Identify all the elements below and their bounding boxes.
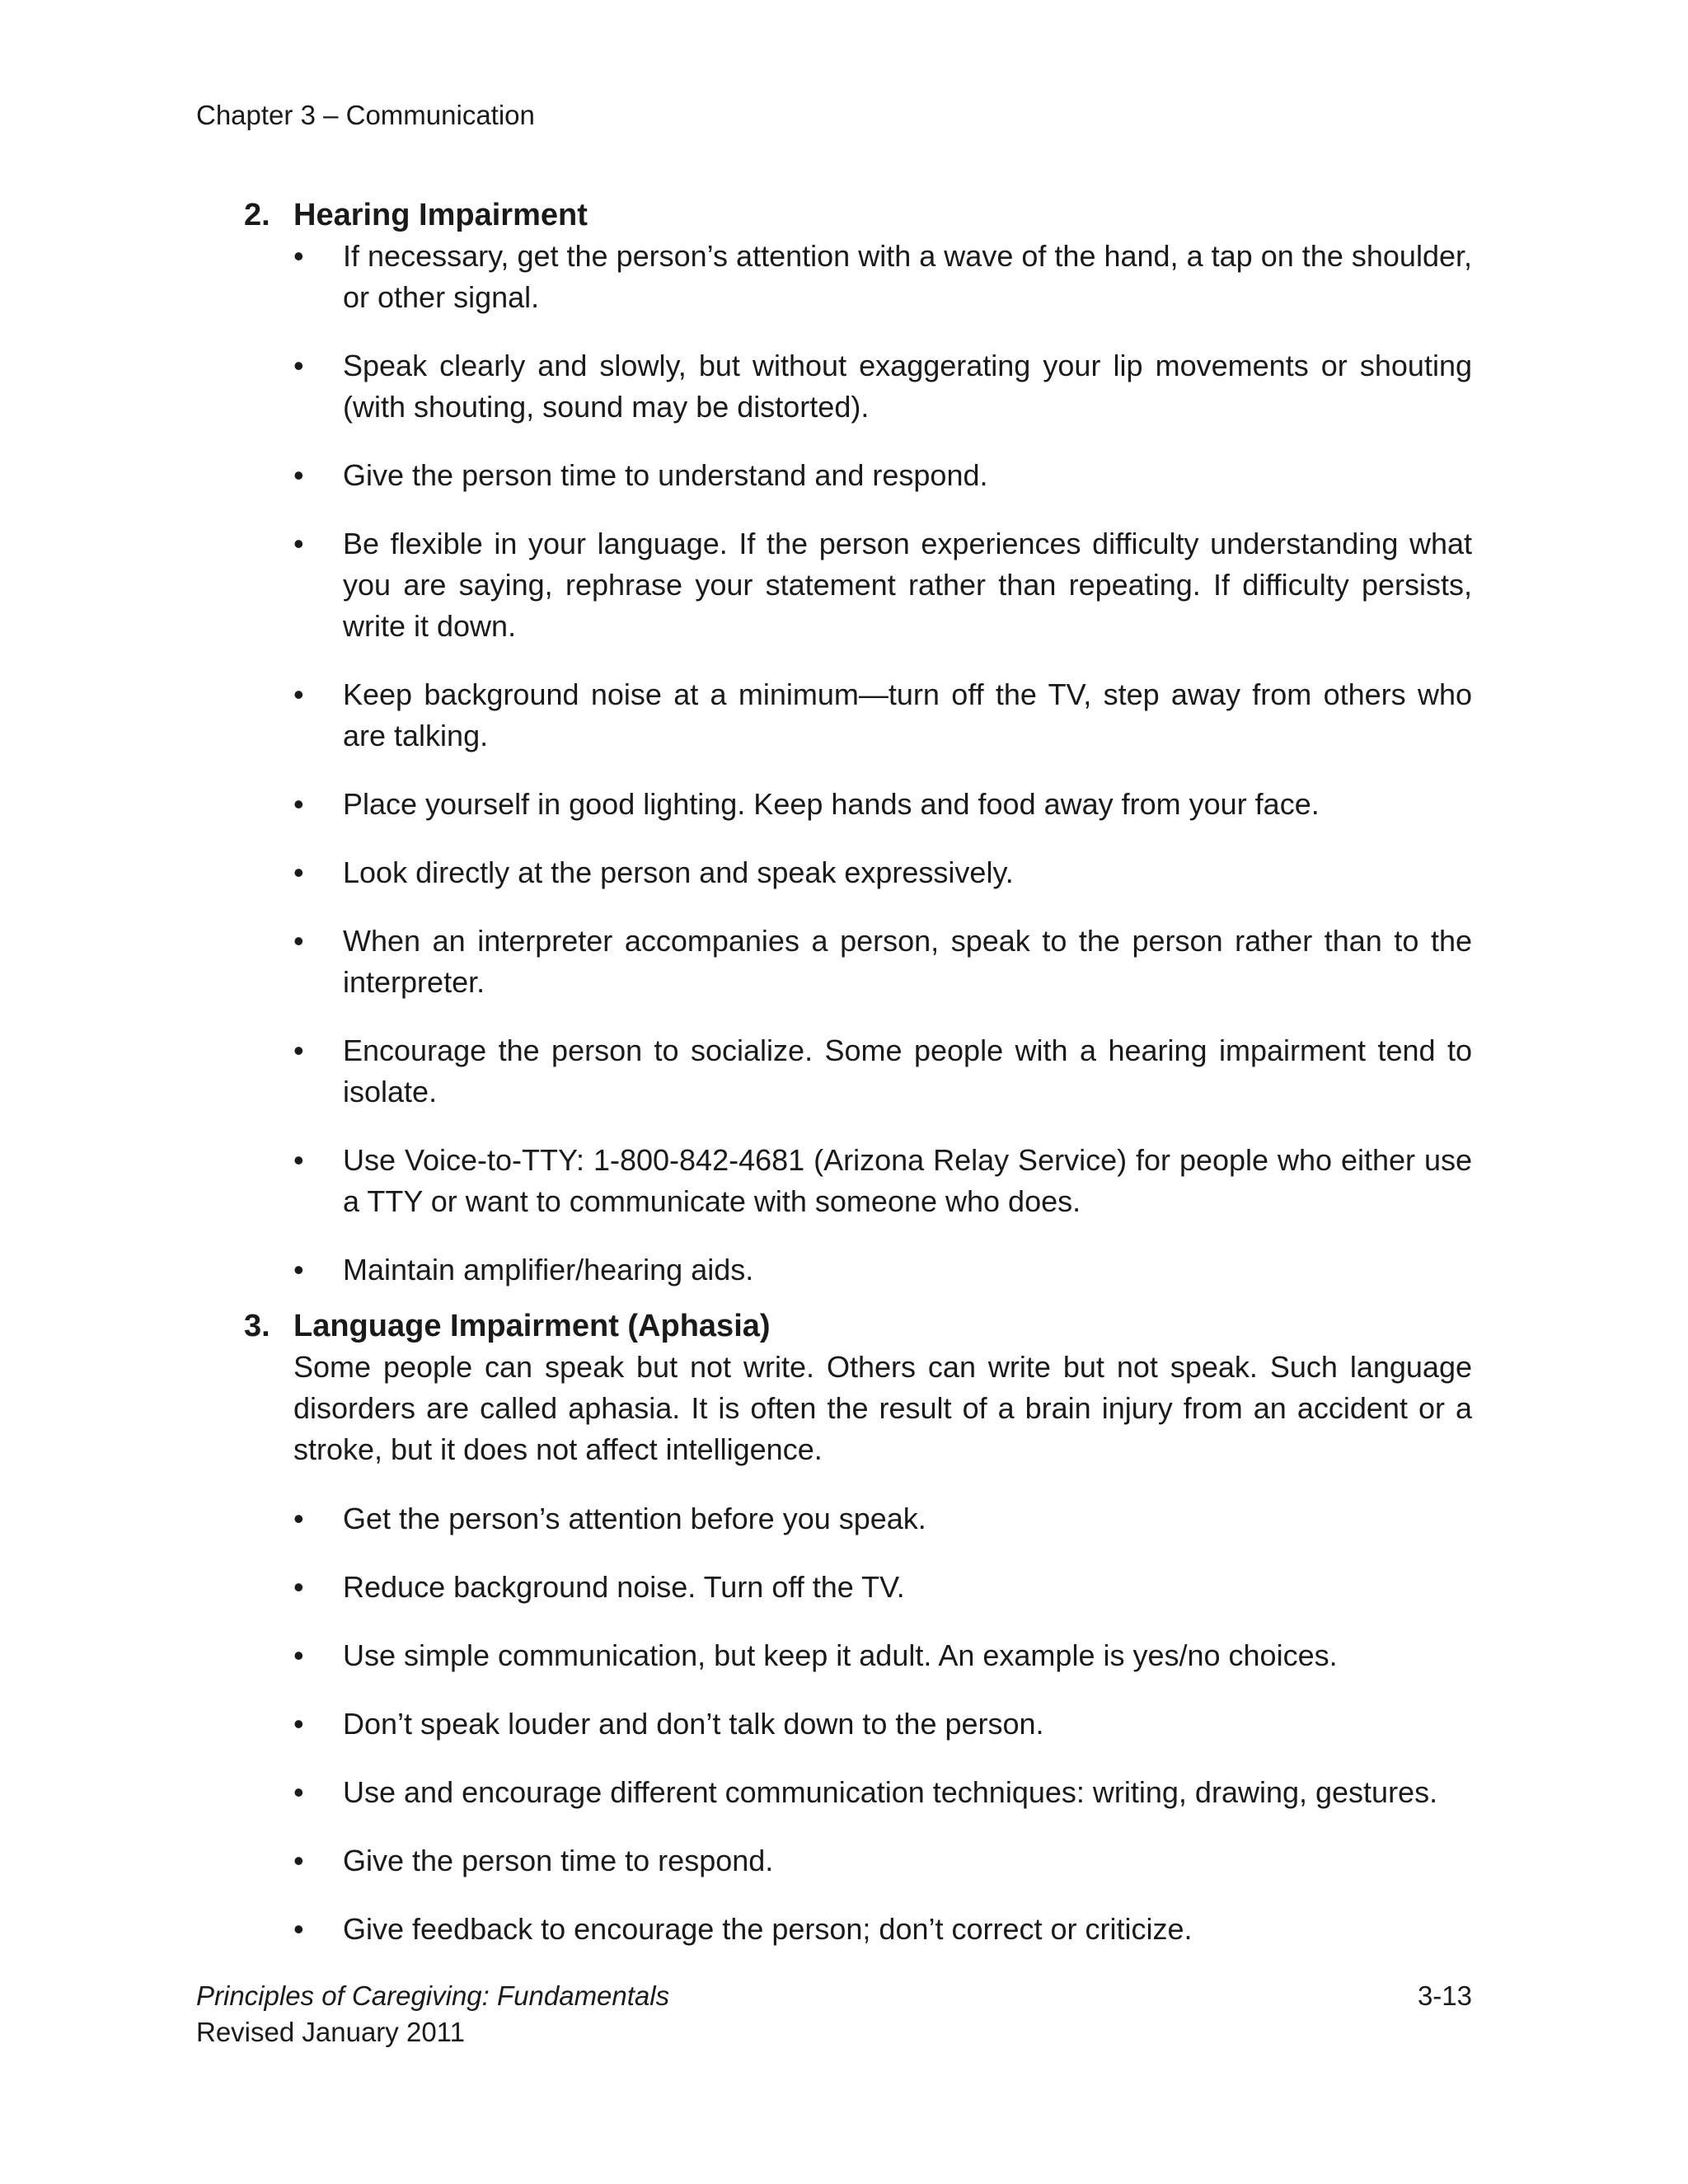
bullet-icon: • [293,1707,304,1741]
list-item [244,921,1472,1003]
list-item-text: Look directly at the person and speak expressively. [343,855,1014,889]
list-item [244,1909,1472,1950]
list-item-text: Reduce background noise. Turn off the TV. [343,1570,905,1604]
list-item [244,523,1472,647]
bullet-icon: • [293,1143,304,1177]
list-item-text: Use Voice-to-TTY: 1-800-842-4681 (Arizona Relay Service) for people who either use a TTY or want to communicate with someone who does. [343,1143,1472,1218]
section-title: Hearing Impairment [293,198,588,232]
section-heading [244,194,1472,236]
bullet-icon: • [293,239,304,273]
list-item-text: Place yourself in good lighting. Keep hands and food away from your face. [343,787,1320,821]
section-number: 2. [244,198,270,232]
bullet-icon: • [293,1844,304,1877]
bullet-icon: • [293,677,304,711]
section-intro-paragraph: Some people can speak but not write. Others can write but not speak. Such language disorders are called aphasia. It is often the result of a brain injury from an accident or a stroke, but it does not affect intelligence. [293,1350,1472,1466]
list-item [244,784,1472,825]
bullet-icon: • [293,458,304,492]
section-number: 3. [244,1309,270,1343]
bullet-icon: • [293,349,304,382]
list-item-text: Give the person time to respond. [343,1844,774,1877]
section-hearing-impairment [244,194,1472,1291]
bullet-icon: • [293,1570,304,1604]
list-item [244,345,1472,428]
list-item [244,236,1472,318]
list-item-text: Be flexible in your language. If the person experiences difficulty understanding what you are saying, rephrase your statement rather than repeating. If difficulty persists, write it down. [343,527,1472,643]
section-heading [244,1305,1472,1347]
list-item-text: Don’t speak louder and don’t talk down to the person. [343,1707,1044,1741]
bullet-icon: • [293,855,304,889]
bullet-icon: • [293,1775,304,1809]
list-item-text: Maintain amplifier/hearing aids. [343,1253,754,1286]
list-item-text: Use and encourage different communication techniques: writing, drawing, gestures. [343,1775,1438,1809]
bullet-list [244,236,1472,1291]
list-item [244,1772,1472,1813]
bullet-icon: • [293,1912,304,1946]
list-item [244,1249,1472,1291]
bullet-icon: • [293,924,304,958]
list-item-text: If necessary, get the person’s attention with a wave of the hand, a tap on the shoulder, or other signal. [343,239,1472,314]
list-item [244,1030,1472,1113]
list-item [244,1140,1472,1222]
list-item-text: Encourage the person to socialize. Some people with a hearing impairment tend to isolate. [343,1033,1472,1108]
list-item-text: Use simple communication, but keep it adult. An example is yes/no choices. [343,1638,1338,1672]
bullet-list [244,1498,1472,1950]
footer-page-number: 3-13 [1417,1980,1472,2011]
list-item-text: Get the person’s attention before you speak. [343,1502,926,1535]
list-item [244,852,1472,893]
bullet-icon: • [293,787,304,821]
list-item-text: Give feedback to encourage the person; don’t correct or criticize. [343,1912,1193,1946]
footer-book-title: Principles of Caregiving: Fundamentals [196,1980,670,2011]
bullet-icon: • [293,1638,304,1672]
page-content [244,194,1472,1950]
list-item-text: When an interpreter accompanies a person, speak to the person rather than to the interpreter. [343,924,1472,999]
section-language-impairment [244,1305,1472,1950]
list-item [244,455,1472,496]
bullet-icon: • [293,1253,304,1286]
list-item [244,674,1472,757]
footer-revision-date: Revised January 2011 [196,2017,465,2047]
bullet-icon: • [293,1033,304,1067]
bullet-icon: • [293,527,304,560]
list-item [244,1567,1472,1608]
list-item [244,1498,1472,1540]
list-item-text: Speak clearly and slowly, but without exaggerating your lip movements or shouting (with shouting, sound may be distorted). [343,349,1472,424]
list-item [244,1704,1472,1745]
list-item-text: Give the person time to understand and respond. [343,458,988,492]
bullet-icon: • [293,1502,304,1535]
list-item-text: Keep background noise at a minimum—turn off the TV, step away from others who are talking. [343,677,1472,752]
section-title: Language Impairment (Aphasia) [293,1309,771,1343]
list-item [244,1635,1472,1676]
list-item [244,1840,1472,1882]
running-footer [196,1978,1472,2050]
running-header: Chapter 3 – Communication [196,100,535,130]
